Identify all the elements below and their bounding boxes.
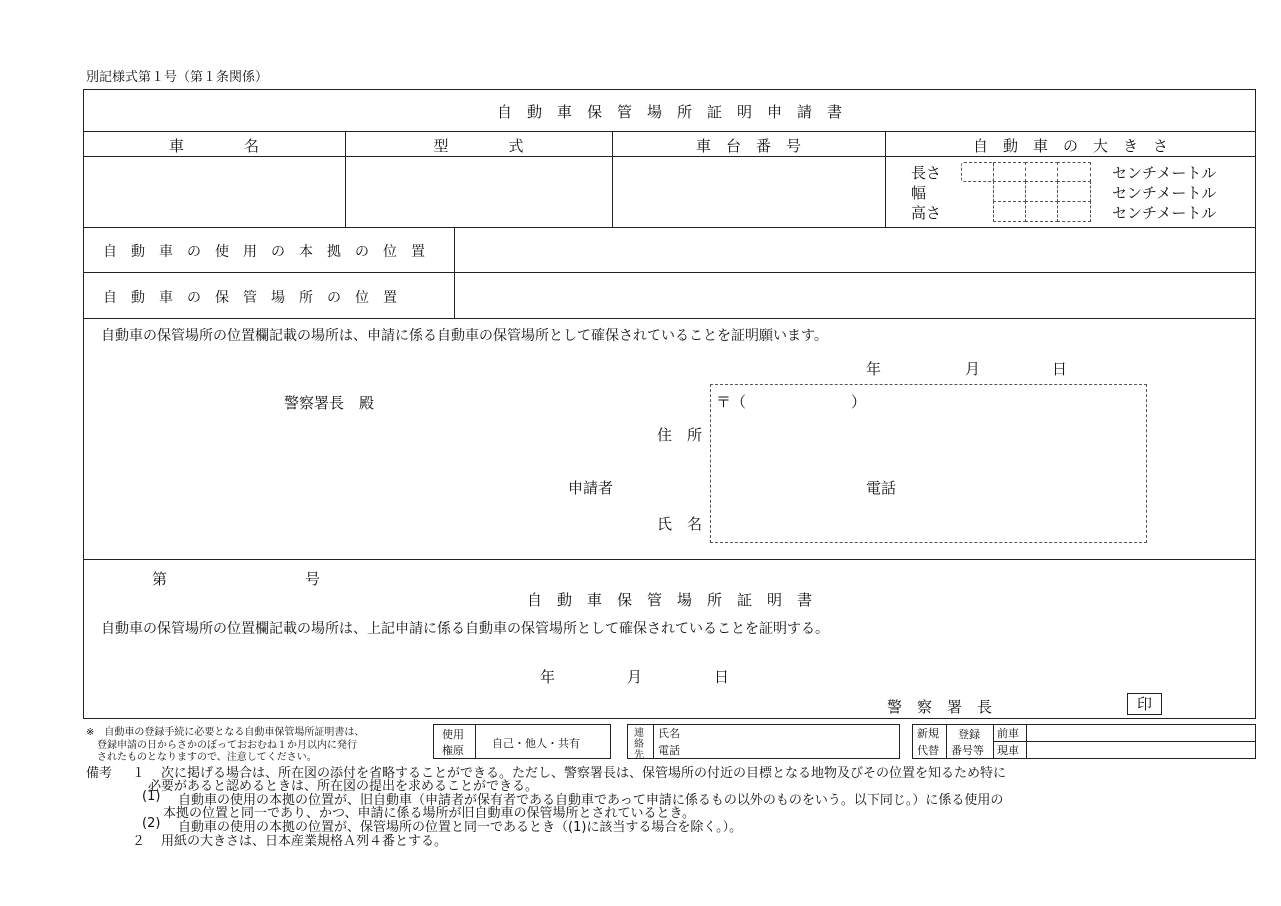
header-chassis-number: 車 台 番 号: [695, 137, 801, 155]
contact-label: 絡: [634, 739, 644, 750]
height-digit-box[interactable]: [993, 201, 1026, 222]
length-digit-box[interactable]: [993, 162, 1026, 182]
base-location-field[interactable]: [455, 228, 1255, 271]
replace-label: 代替: [917, 744, 939, 757]
divider: [653, 724, 654, 759]
remark-line: 次に掲げる場合は、所在図の添付を省略することができる。ただし、警察署長は、保管場所の付近の目標となる地物及びその位置を知るため特に: [161, 766, 1007, 781]
remark-number: １: [132, 766, 146, 781]
application-year-label: 年: [866, 360, 882, 378]
remark-line: 自動車の使用の本拠の位置が、旧自動車（申請者が保有者である自動車であって申請に係るもの以外のものをいう。以下同じ。）に係る使用の: [178, 793, 1004, 808]
seal-box: 印: [1127, 693, 1162, 715]
width-digit-box[interactable]: [1025, 181, 1058, 202]
certificate-statement: 自動車の保管場所の位置欄記載の場所は、上記申請に係る自動車の保管場所として確保されていることを証明する。: [101, 621, 829, 637]
storage-location-field[interactable]: [455, 273, 1255, 317]
model-field[interactable]: [346, 157, 611, 226]
divider: [83, 131, 1256, 132]
usage-right-label: 権原: [442, 744, 464, 757]
remark-number: (1): [142, 789, 161, 804]
remark-line: 用紙の大きさは、日本産業規格Ａ列４番とする。: [161, 834, 448, 849]
base-location-label: 自 動 車 の 使 用 の 本 拠 の 位 置: [103, 244, 425, 260]
size-length-label: 長さ: [911, 164, 942, 182]
police-chief: 警 察 署 長: [887, 698, 993, 716]
address-label: 住 所: [657, 426, 703, 444]
applicant-label: 申請者: [568, 479, 614, 497]
cert-month-label: 月: [627, 668, 643, 686]
note-line: 登録申請の日からさかのぼっておおむね１か月以内に発行: [97, 740, 357, 751]
contact-phone-label: 電話: [658, 744, 680, 757]
application-title: 自 動 車 保 管 場 所 証 明 申 請 書: [496, 103, 842, 121]
name-label: 氏 名: [657, 515, 703, 533]
header-vehicle-name: 車 名: [168, 137, 259, 155]
chassis-number-field[interactable]: [613, 157, 884, 226]
size-width-unit: センチメートル: [1112, 184, 1217, 202]
note-line: ※ 自動車の登録手続に必要となる自動車保管場所証明書は、: [86, 727, 365, 738]
divider: [946, 724, 947, 759]
usage-right-value[interactable]: 自己・他人・共有: [492, 737, 580, 750]
header-model: 型 式: [433, 137, 524, 155]
length-digit-box[interactable]: [1025, 162, 1058, 182]
application-day-label: 日: [1052, 360, 1068, 378]
contact-label: 連: [634, 728, 644, 739]
vehicle-name-field[interactable]: [84, 157, 344, 226]
cert-number-prefix: 第: [152, 570, 168, 588]
certificate-title: 自 動 車 保 管 場 所 証 明 書: [526, 591, 812, 609]
new-label: 新規: [917, 727, 939, 740]
number-label: 番号等: [951, 744, 984, 757]
length-digit-box[interactable]: [961, 162, 994, 182]
request-statement: 自動車の保管場所の位置欄記載の場所は、申請に係る自動車の保管場所として確保されていることを証明願います。: [101, 328, 828, 344]
cert-year-label: 年: [540, 668, 556, 686]
size-height-unit: センチメートル: [1112, 204, 1217, 222]
header-size: 自 動 車 の 大 き さ: [972, 137, 1168, 155]
height-digit-box[interactable]: [1057, 201, 1091, 222]
usage-right-label: 使用: [442, 728, 464, 741]
form-number: 別記様式第１号（第１条関係）: [86, 70, 269, 85]
registration-label: 登録: [958, 728, 980, 741]
divider: [83, 559, 1256, 560]
divider: [993, 741, 1256, 742]
contact-label: 先: [634, 750, 644, 761]
remark-line: 本拠の位置と同一であり、かつ、申請に係る場所が旧自動車の保管場所とされているとき。: [163, 806, 695, 821]
phone-label: 電話: [866, 479, 897, 497]
remark-line: 自動車の使用の本拠の位置が、保管場所の位置と同一であるとき（(1)に該当する場合を除く。）。: [178, 820, 743, 835]
remark-line: 必要があると認めるときは、所在図の提出を求めることができる。: [148, 779, 539, 794]
cert-number-suffix: 号: [305, 570, 321, 588]
width-digit-box[interactable]: [1057, 181, 1091, 202]
current-vehicle-label: 現車: [997, 744, 1019, 757]
application-month-label: 月: [965, 360, 981, 378]
remark-number: ２: [132, 834, 146, 849]
height-digit-box[interactable]: [1025, 201, 1058, 222]
previous-vehicle-label: 前車: [997, 727, 1019, 740]
note-line: されたものとなりますので、注意してください。: [97, 752, 317, 763]
divider: [475, 724, 476, 759]
size-height-label: 高さ: [911, 204, 942, 222]
divider: [83, 318, 1256, 319]
remarks-heading: 備考: [86, 766, 113, 781]
addressee: 警察署長 殿: [284, 394, 375, 412]
postal-code: 〒（ ）: [716, 393, 867, 411]
contact-name-label: 氏名: [658, 727, 680, 740]
storage-location-label: 自 動 車 の 保 管 場 所 の 位 置: [103, 290, 397, 306]
size-width-label: 幅: [911, 184, 927, 202]
remark-number: (2): [142, 816, 161, 831]
size-length-unit: センチメートル: [1112, 164, 1217, 182]
length-digit-box[interactable]: [1057, 162, 1091, 182]
cert-day-label: 日: [714, 668, 730, 686]
width-digit-box[interactable]: [993, 181, 1026, 202]
